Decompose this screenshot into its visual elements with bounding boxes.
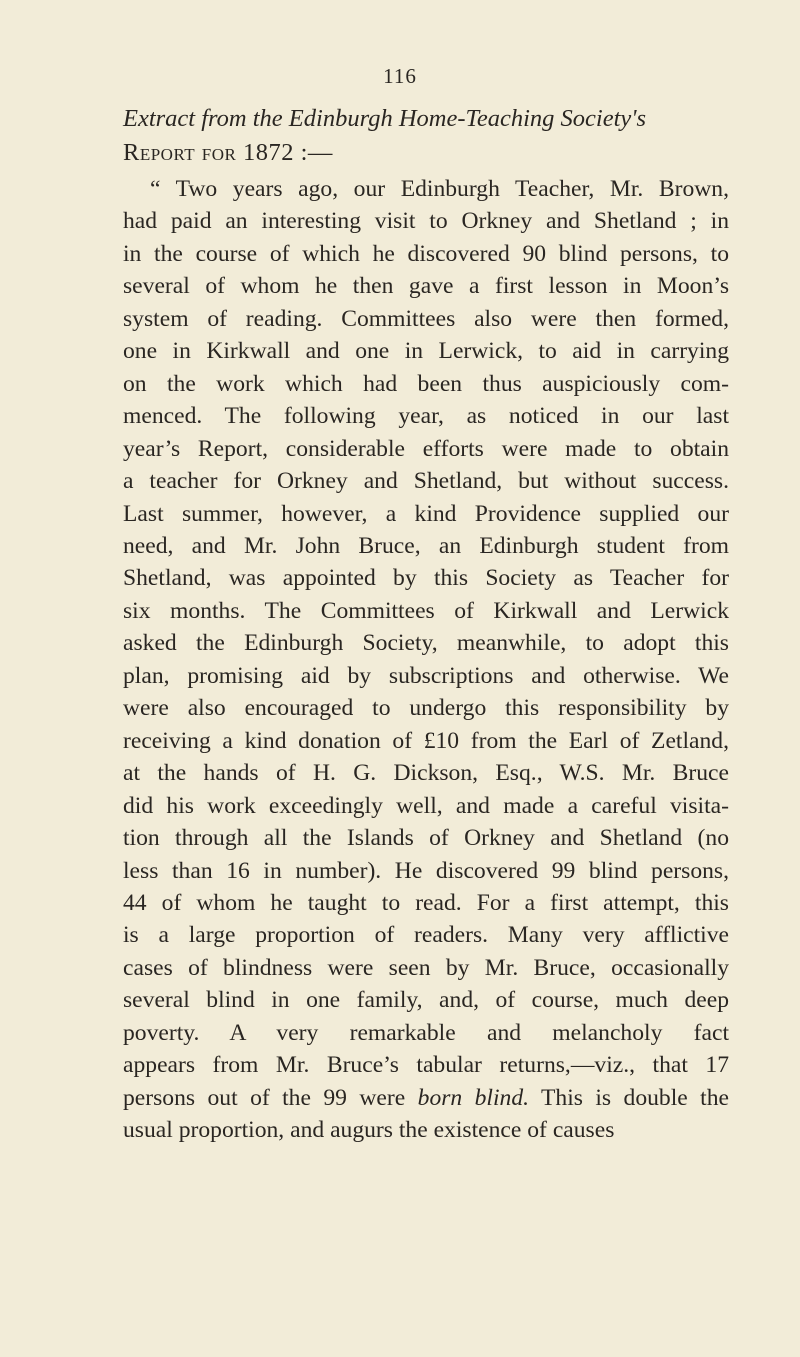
text-line: need, and Mr. John Bruce, an Edinburgh student from bbox=[123, 532, 729, 559]
text-line: in the course of which he discovered 90 blind persons, to bbox=[123, 240, 729, 267]
text-line: tion through all the Islands of Orkney and Shetland (no bbox=[123, 825, 729, 852]
text-line: less than 16 in number). He discovered 99 blind persons, bbox=[123, 857, 729, 884]
text-line: poverty. A very remarkable and melancholy fact bbox=[123, 1019, 729, 1046]
text-line: were also encouraged to undergo this responsibility by bbox=[123, 695, 729, 722]
emphasis-born-blind: born blind. bbox=[417, 1084, 530, 1111]
text-line: one in Kirkwall and one in Lerwick, to aid in carrying bbox=[123, 338, 729, 365]
text-line: six months. The Committees of Kirkwall and Lerwick bbox=[123, 597, 729, 624]
text-line: plan, promising aid by subscriptions and otherwise. We bbox=[123, 662, 729, 689]
text-line: Shetland, was appointed by this Society as Teacher for bbox=[123, 565, 729, 592]
text-line: several blind in one family, and, of course, much deep bbox=[123, 987, 729, 1014]
text-line: several of whom he then gave a first lesson in Moon’s bbox=[123, 273, 729, 300]
text-line: appears from Mr. Bruce’s tabular returns,—viz., that 17 bbox=[123, 1052, 729, 1079]
text-line: year’s Report, considerable efforts were made to obtain bbox=[123, 435, 729, 462]
text-line: at the hands of H. G. Dickson, Esq., W.S. Mr. Bruce bbox=[123, 760, 729, 787]
text-line: cases of blindness were seen by Mr. Bruce, occasionally bbox=[123, 954, 729, 981]
text-line: a teacher for Orkney and Shetland, but without success. bbox=[123, 468, 729, 495]
section-heading bbox=[123, 102, 723, 170]
heading-title: Extract from the Edinburgh Home-Teaching Society's bbox=[123, 105, 647, 132]
heading-subtitle: Report for 1872 :— bbox=[123, 139, 333, 166]
text-line: 44 of whom he taught to read. For a first attempt, this bbox=[123, 889, 729, 916]
page-number: 116 bbox=[383, 64, 417, 88]
body-text bbox=[123, 173, 729, 1147]
text-line: system of reading. Committees also were then formed, bbox=[123, 305, 729, 332]
text-line bbox=[123, 1082, 729, 1114]
text-line: on the work which had been thus auspiciously com- bbox=[123, 370, 729, 397]
text-segment: This is double the bbox=[529, 1084, 729, 1111]
text-line: Last summer, however, a kind Providence supplied our bbox=[123, 500, 729, 527]
text-line: usual proportion, and augurs the existence of causes bbox=[123, 1117, 615, 1144]
text-line: “ Two years ago, our Edinburgh Teacher, Mr. Brown, bbox=[150, 176, 729, 202]
text-line: asked the Edinburgh Society, meanwhile, to adopt this bbox=[123, 630, 729, 657]
text-line: did his work exceedingly well, and made a careful visita- bbox=[123, 792, 729, 819]
text-line: is a large proportion of readers. Many very afflictive bbox=[123, 922, 729, 949]
text-segment: persons out of the 99 were bbox=[123, 1084, 418, 1111]
text-line: menced. The following year, as noticed in our last bbox=[123, 403, 729, 430]
text-line: receiving a kind donation of £10 from the Earl of Zetland, bbox=[123, 727, 729, 754]
text-line: had paid an interesting visit to Orkney and Shetland ; in bbox=[123, 208, 729, 235]
